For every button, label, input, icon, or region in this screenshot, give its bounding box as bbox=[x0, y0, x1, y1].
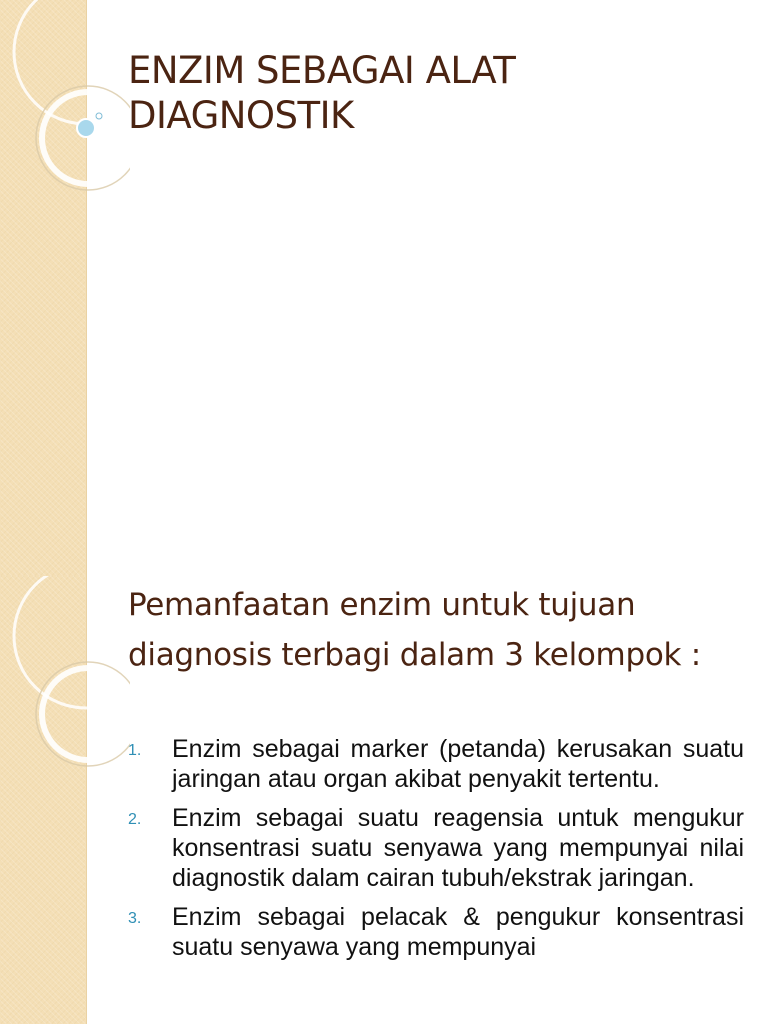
enzyme-list bbox=[128, 734, 744, 971]
list-number: 1. bbox=[128, 742, 142, 759]
slide-content bbox=[0, 576, 768, 1024]
slide-heading: Pemanfaatan enzim untuk tujuan diagnosis terbagi dalam 3 kelompok : bbox=[128, 587, 701, 673]
slide-title-text: ENZIM SEBAGAI ALAT DIAGNOSTIK bbox=[128, 49, 516, 137]
decorative-circles-icon bbox=[0, 0, 130, 220]
list-item-text: Enzim sebagai suatu reagensia untuk mengukur konsentrasi suatu senyawa yang mempunyai nilai diagnostik dalam cairan tubuh/ekstrak jaringan. bbox=[172, 804, 744, 892]
list-item-text: Enzim sebagai marker (petanda) kerusakan suatu jaringan atau organ akibat penyakit tertentu. bbox=[172, 735, 744, 793]
list-item bbox=[128, 803, 744, 893]
decorative-circles-icon bbox=[0, 576, 130, 796]
list-item bbox=[128, 734, 744, 794]
list-item bbox=[128, 902, 744, 962]
list-number: 2. bbox=[128, 811, 142, 828]
list-number: 3. bbox=[128, 910, 142, 927]
list-item-text: Enzim sebagai pelacak & pengukur konsentrasi suatu senyawa yang mempunyai bbox=[172, 903, 744, 961]
